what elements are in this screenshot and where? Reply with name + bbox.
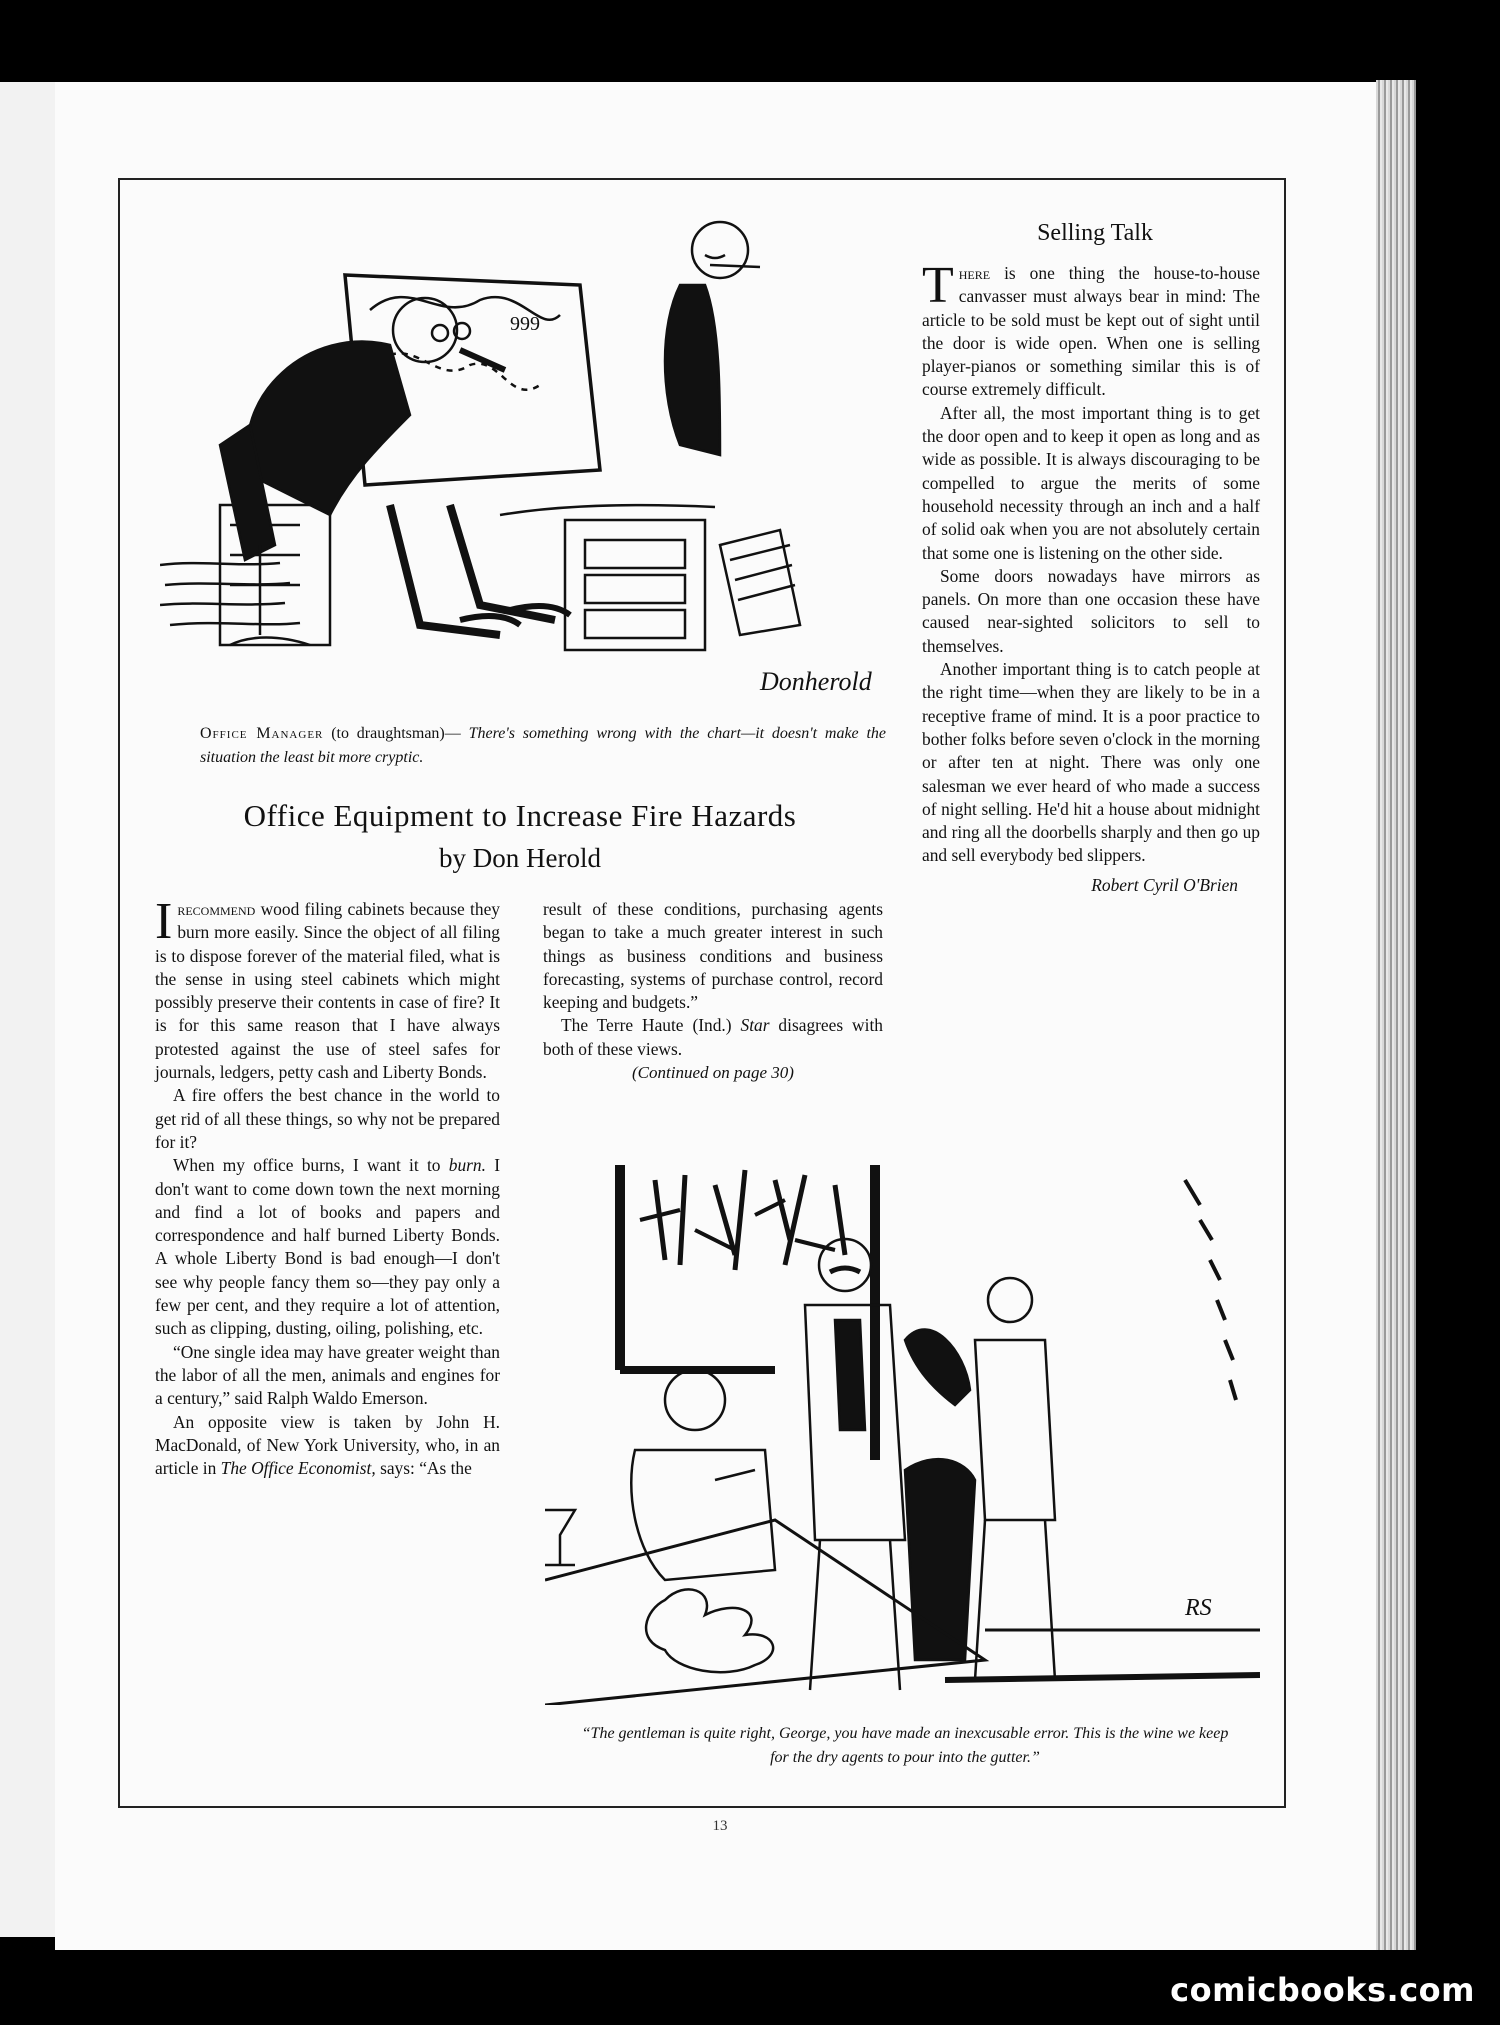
- drop-cap: T: [922, 257, 954, 314]
- office-manager-cartoon: [160, 215, 895, 700]
- article-paragraph: A fire offers the best chance in the world to get rid of all these things, so why not be prepared for it?: [155, 1085, 500, 1152]
- cartoon-caption: [200, 722, 886, 770]
- sidebar-column: [922, 257, 1260, 897]
- emphasis-text: burn.: [448, 1155, 486, 1176]
- article-column-2: [543, 898, 883, 1084]
- lead-word: recommend: [177, 899, 256, 919]
- article-headline: Office Equipment to Increase Fire Hazards: [243, 798, 797, 833]
- paragraph-text: wood filing cabinets because they burn more easily. Since the object of all filing is to dispose forever of the material filed, what is the sense in using steel cabinets which might possibly preserve their contents in case of fire? It is for this same reason that I have always protested against the use of steel safes for journals, ledgers, petty cash and Liberty Bonds.: [155, 899, 500, 1083]
- sidebar-paragraph: [922, 257, 1260, 402]
- wine-illustration: [545, 1160, 1260, 1705]
- sidebar-paragraph: Some doors nowadays have mirrors as panels. On more than one occasion these have caused near-sighted solicitors to sell to themselves.: [922, 565, 1260, 656]
- article-column-1: [155, 893, 500, 1480]
- paragraph-text: says: “As the: [375, 1458, 472, 1479]
- sidebar-paragraph: Another important thing is to catch people at the right time—when they are likely to be in a receptive frame of mind. It is a poor practice to bother folks before seven o'clock in the morning or after ten at night. There was only one salesman we ever heard of who made a success of night selling. He'd hit a house about midnight and ring all the doorbells sharply and then go up and sell everybody bed slippers.: [922, 659, 1260, 866]
- paragraph-text: I don't want to come down town the next morning and find a lot of books and papers and correspondence and half burned Liberty Bonds. A whole Liberty Bond is bad enough—I don't see why people fancy them so—they pay only a few per cent, and they require a lot of attention, such as clipping, dusting, oiling, polishing, etc.: [155, 1155, 500, 1339]
- drop-cap: I: [155, 893, 173, 950]
- sidebar-paragraph: After all, the most important thing is to get the door open and to keep it open as long and as wide as possible. It is always discouraging to be compelled to argue the merits of some household necessity through an inch and a half of solid oak when you are not absolutely certain that some one is listening on the other side.: [922, 402, 1260, 563]
- page-number: 13: [712, 1818, 728, 1834]
- artist-signature: Donherold: [760, 667, 872, 696]
- wine-cartoon-caption: “The gentleman is quite right, George, you have made an inexcusable error. This is the wine we keep for the dry agents to pour into the gutter.”: [581, 1725, 1229, 1766]
- wine-cartoon: [545, 1160, 1260, 1705]
- continued-note: (Continued on page 30): [632, 1063, 794, 1083]
- paragraph-text: disagrees with both of these views.: [543, 1015, 883, 1059]
- article-paragraph: result of these conditions, purchasing agents began to take a much greater interest in such things as business conditions and business forecasting, systems of purchase control, record keeping and budgets.”: [543, 899, 883, 1013]
- page-stack-edge: [1376, 80, 1416, 1950]
- sidebar-title: Selling Talk: [1037, 220, 1153, 246]
- lead-word: here: [958, 263, 991, 283]
- paragraph-text: An opposite view is taken by John H. MacDonald, of New York University, who, in an article in: [155, 1411, 500, 1479]
- sidebar-author: Robert Cyril O'Brien: [1091, 874, 1238, 895]
- caption-quote: There's something wrong with the chart—it doesn't make the situation the least bit more cryptic.: [200, 725, 887, 766]
- paragraph-text: When my office burns, I want it to: [173, 1155, 449, 1176]
- article-paragraph: [155, 893, 500, 1084]
- adjacent-page-edge: [0, 82, 58, 1937]
- article-paragraph: [155, 1411, 500, 1481]
- article-byline: by Don Herold: [439, 843, 601, 873]
- artist-signature: RS: [1185, 1595, 1212, 1621]
- article-paragraph: [543, 1014, 883, 1061]
- caption-speaker: Office Manager: [200, 725, 324, 742]
- paragraph-text: is one thing the house-to-house canvasser must always bear in mind: The article to be sold must be kept out of sight until the door is wide open. When one is selling player-pianos or something similar this is of course extremely difficult.: [922, 263, 1260, 400]
- article-paragraph: “One single idea may have greater weight than the labor of all the men, animals and engines for a century,” said Ralph Waldo Emerson.: [155, 1341, 500, 1409]
- publication-title: The Office Economist,: [220, 1458, 376, 1479]
- publication-title: Star: [740, 1015, 770, 1036]
- svg-text:999: 999: [510, 313, 540, 335]
- paragraph-text: The Terre Haute (Ind.): [561, 1015, 741, 1036]
- article-paragraph: [155, 1154, 500, 1340]
- office-manager-illustration: [160, 215, 895, 700]
- site-watermark: comicbooks.com: [1170, 1971, 1475, 2009]
- caption-aside: (to draughtsman)—: [331, 725, 461, 742]
